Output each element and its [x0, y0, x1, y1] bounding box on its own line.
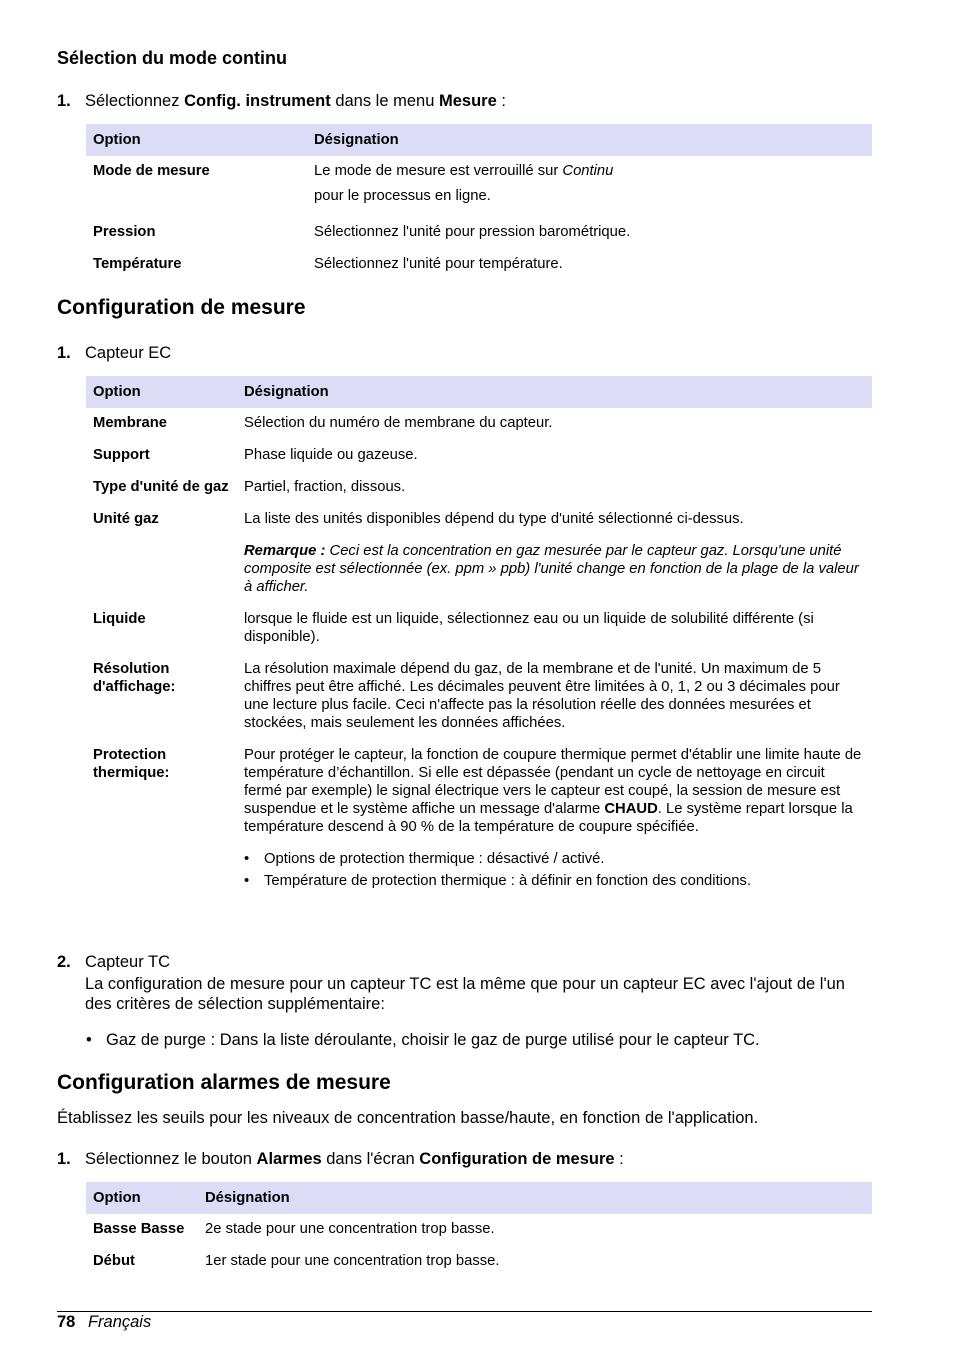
header-option: Option: [93, 384, 141, 400]
bullet: •: [86, 1031, 92, 1049]
table-header-row: [86, 124, 872, 156]
step-number: 1.: [57, 92, 71, 110]
option-cell: Mode de mesure: [93, 163, 210, 179]
desc-cell: Partiel, fraction, dissous.: [244, 479, 406, 495]
step-text: Sélectionnez le bouton Alarmes dans l'écran Configuration de mesure :: [85, 1150, 624, 1168]
header-option: Option: [93, 1190, 141, 1206]
step-1-alarmes: [57, 1150, 872, 1172]
options-table-alarmes: [86, 1182, 872, 1278]
step-1-capteur-ec: [57, 344, 872, 366]
step-1-config-instrument: [57, 92, 872, 114]
header-designation: Désignation: [314, 132, 399, 148]
options-table-capteur-ec: [86, 376, 872, 902]
list-item: • Options de protection thermique : désactivé / activé.: [244, 850, 865, 868]
step-number: 1.: [57, 344, 71, 362]
desc-cell: [237, 740, 872, 902]
table-row: [86, 217, 872, 249]
table-row: [86, 1214, 872, 1246]
table-row: [86, 604, 872, 654]
table-row: [86, 472, 872, 504]
table-row: [86, 1246, 872, 1278]
desc-cell: Phase liquide ou gazeuse.: [244, 447, 418, 463]
step-number: 1.: [57, 1150, 71, 1168]
table-row: [86, 156, 872, 217]
page-number: 78: [57, 1313, 76, 1331]
section-title-configuration-mesure: Configuration de mesure: [57, 296, 306, 319]
option-cell: Protection thermique:: [93, 747, 170, 781]
table-row: [86, 249, 872, 281]
step-text: Capteur EC: [85, 344, 172, 362]
section-intro: Établissez les seuils pour les niveaux de concentration basse/haute, en fonction de l'application.: [57, 1109, 759, 1127]
option-cell: Début: [93, 1253, 135, 1269]
footer-divider: [57, 1311, 872, 1312]
note: Remarque : Ceci est la concentration en gaz mesurée par le capteur gaz. Lorsqu'une unité composite est sélectionnée (ex. ppm » ppb) l'unité change en fonction de la plage de la valeur à afficher.: [244, 543, 859, 595]
option-cell: Basse Basse: [93, 1221, 185, 1237]
option-cell: Température: [93, 256, 182, 272]
step-number: 2.: [57, 953, 71, 971]
step-text: Sélectionnez Config. instrument dans le menu Mesure :: [85, 92, 506, 110]
step-2-paragraph: La configuration de mesure pour un capteur TC est la même que pour un capteur EC avec l'ajout de l'un des critères de sélection supplémentaire:: [85, 975, 845, 1013]
table-header-row: [86, 1182, 872, 1214]
desc-cell: [237, 504, 872, 604]
table-row: [86, 740, 872, 902]
option-cell: Membrane: [93, 415, 168, 431]
desc-text: La liste des unités disponibles dépend du type d'unité sélectionné ci-dessus.: [244, 511, 744, 527]
table-header-row: [86, 376, 872, 408]
bullet-text: Gaz de purge : Dans la liste déroulante, choisir le gaz de purge utilisé pour le capteur TC.: [106, 1031, 760, 1049]
table-row: [86, 504, 872, 604]
footer-language: Français: [87, 1313, 152, 1331]
table-row: [86, 408, 872, 440]
step-text: Capteur TC: [85, 953, 170, 971]
desc-cell: lorsque le fluide est un liquide, sélectionnez eau ou un liquide de solubilité différente (si disponible).: [244, 611, 814, 645]
option-cell: Liquide: [93, 611, 146, 627]
header-option: Option: [93, 132, 141, 148]
desc-cell: Sélectionnez l'unité pour température.: [314, 256, 563, 272]
desc-cell: Le mode de mesure est verrouillé sur Continu pour le processus en ligne.: [314, 163, 614, 204]
desc-cell: 1er stade pour une concentration trop basse.: [205, 1253, 500, 1269]
option-cell: Pression: [93, 224, 156, 240]
option-cell: Unité gaz: [93, 511, 159, 527]
table-row: [86, 654, 872, 740]
bullet-list: [244, 850, 865, 890]
section-title-mode-continu: Sélection du mode continu: [57, 48, 288, 68]
step-2-capteur-tc: [57, 953, 872, 975]
option-cell: Type d'unité de gaz: [93, 479, 229, 495]
options-table-mode: [86, 124, 872, 281]
table-row: [86, 440, 872, 472]
desc-text: Pour protéger le capteur, la fonction de coupure thermique permet d'établir une limite haute de température d’échantillon. Si elle est dépassée (pendant un cycle de nettoyage en circuit fermé par exemple) le signal électrique vers le capteur est coupé, la session de mesure est suspendue et le système affiche un message d'alarme CHAUD. Le système repart lorsque la température descend à 90 % de la température de coupure spécifiée.: [244, 747, 862, 835]
desc-cell: La résolution maximale dépend du gaz, de la membrane et de l'unité. Un maximum de 5 chiffres peut être affiché. Les décimales peuvent être limitées à 0, 1, 2 ou 3 décimales pour une lecture plus facile. Ceci n'affecte pas la résolution réelle des données mesurées et stockées, mais seulement les données affichées.: [244, 661, 840, 731]
list-item: • Température de protection thermique : à définir en fonction des conditions.: [244, 872, 865, 890]
desc-cell: 2e stade pour une concentration trop basse.: [205, 1221, 495, 1237]
option-cell: Support: [93, 447, 150, 463]
header-designation: Désignation: [244, 384, 329, 400]
desc-cell: Sélectionnez l'unité pour pression barométrique.: [314, 224, 631, 240]
option-cell: Résolution d'affichage:: [93, 661, 176, 695]
section-title-alarmes: Configuration alarmes de mesure: [57, 1071, 391, 1094]
desc-cell: Sélection du numéro de membrane du capteur.: [244, 415, 553, 431]
footer: [57, 1313, 151, 1332]
header-designation: Désignation: [205, 1190, 290, 1206]
